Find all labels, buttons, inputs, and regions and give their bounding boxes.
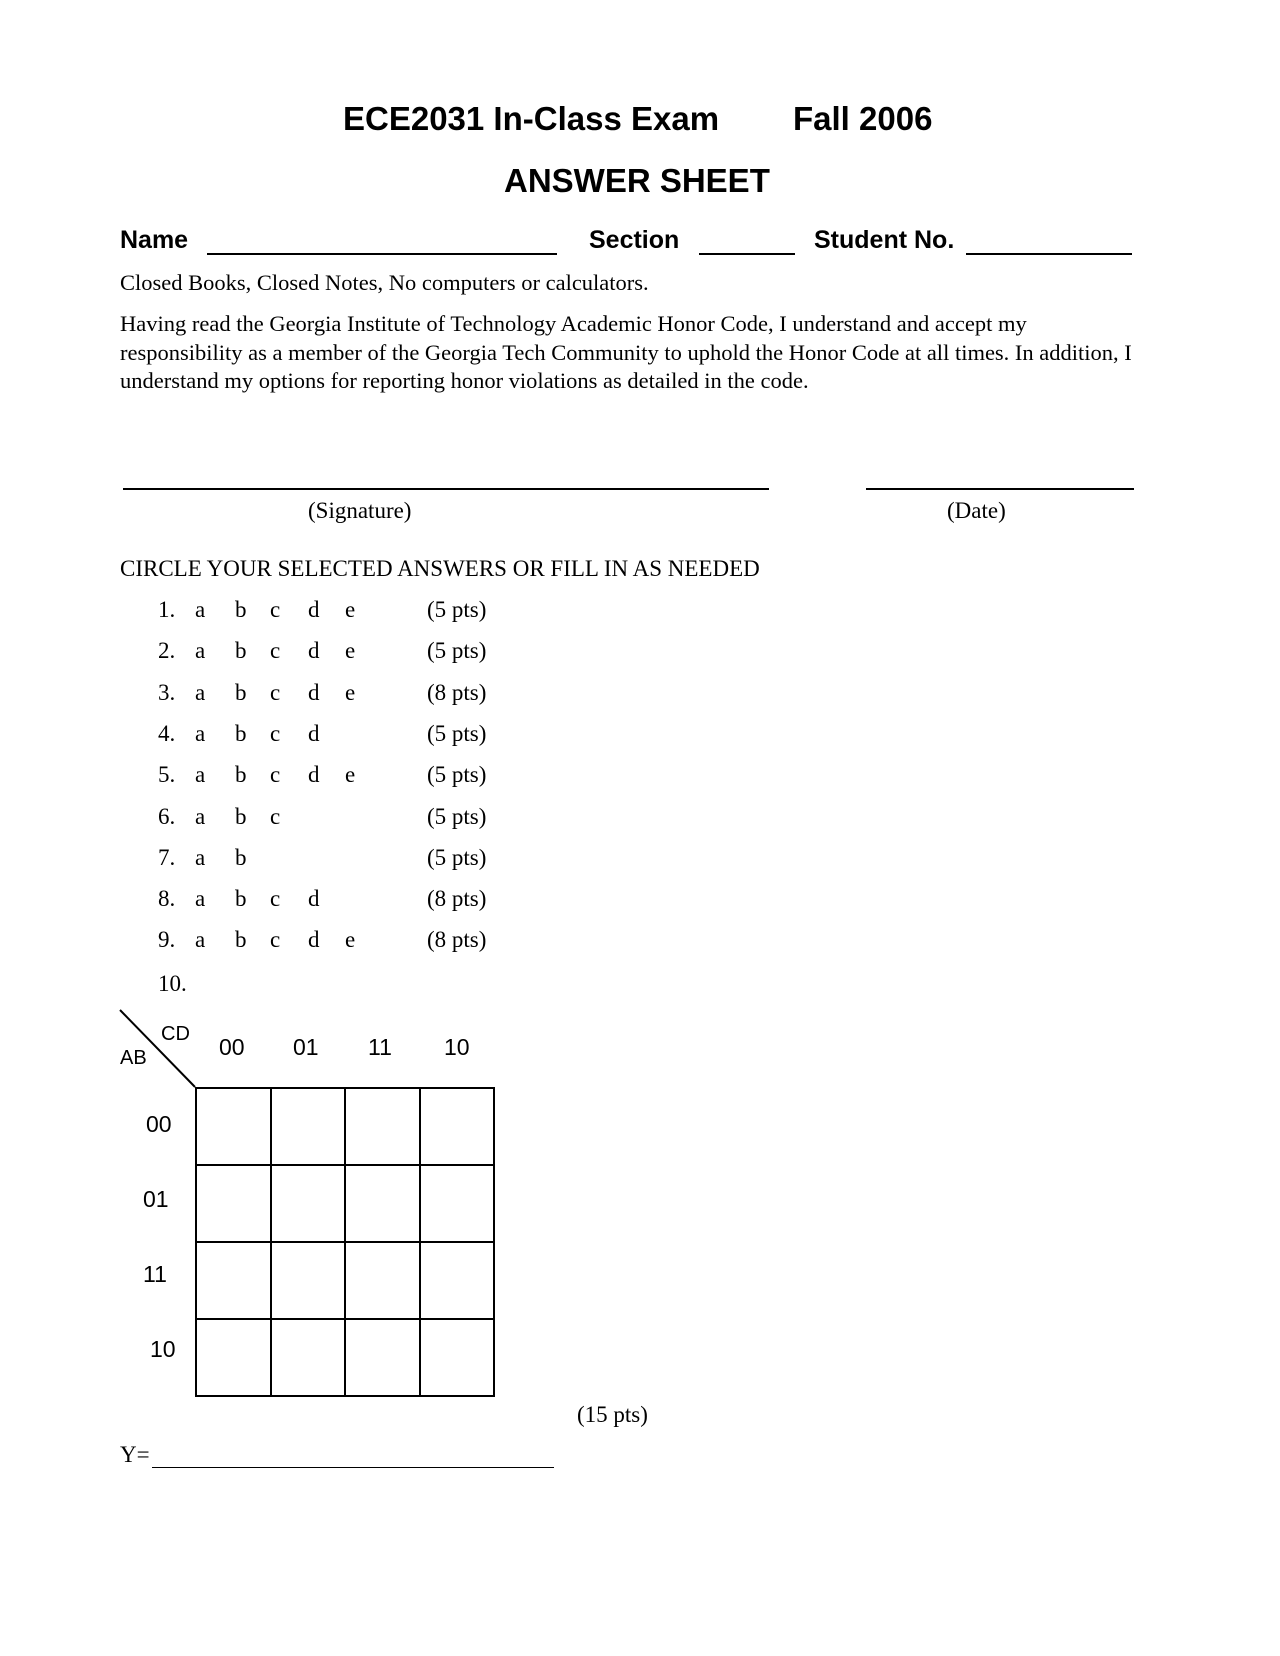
answer-option-a[interactable]: a bbox=[195, 597, 206, 622]
kmap-row-label: 11 bbox=[143, 1261, 167, 1287]
answer-option-d[interactable]: d bbox=[308, 886, 320, 912]
question-number: 10. bbox=[158, 971, 187, 996]
answer-option-a[interactable]: a bbox=[195, 638, 206, 664]
question-points: (5 pts) bbox=[427, 720, 487, 746]
answer-option-a[interactable]: a bbox=[195, 720, 206, 746]
answer-option-d[interactable]: d bbox=[308, 762, 320, 788]
answer-option-b[interactable]: b bbox=[235, 597, 247, 622]
answer-option-e[interactable]: e bbox=[345, 762, 356, 788]
kmap-cell[interactable] bbox=[345, 1319, 420, 1396]
kmap-cell[interactable] bbox=[420, 1242, 495, 1319]
kmap-cell[interactable] bbox=[420, 1319, 495, 1396]
answer-option-e[interactable]: e bbox=[345, 638, 356, 664]
kmap-cell[interactable] bbox=[271, 1165, 346, 1242]
section-label: Section bbox=[589, 226, 680, 254]
honor-code-text: Having read the Georgia Institute of Technology Academic Honor Code, I understand and accept my responsibility as a member of the Georgia Tech Community to uphold the Honor Code at all times. In addition, I understand my options for reporting honor violations as detailed in the code. bbox=[120, 311, 1132, 393]
date-label: (Date) bbox=[947, 498, 1006, 523]
answer-option-b[interactable]: b bbox=[235, 803, 247, 829]
instructions-text: CIRCLE YOUR SELECTED ANSWERS OR FILL IN AS NEEDED bbox=[120, 556, 760, 581]
answer-option-c[interactable]: c bbox=[270, 927, 281, 953]
question-points: (8 pts) bbox=[427, 679, 487, 705]
kmap-cell[interactable] bbox=[196, 1088, 271, 1165]
question-number: 7. bbox=[158, 844, 176, 870]
answer-option-c[interactable]: c bbox=[270, 803, 281, 829]
answer-option-e[interactable]: e bbox=[345, 597, 356, 622]
kmap-cell[interactable] bbox=[196, 1165, 271, 1242]
question-points: (5 pts) bbox=[427, 638, 487, 664]
rules-text: Closed Books, Closed Notes, No computers or calculators. bbox=[120, 270, 649, 295]
answer-option-b[interactable]: b bbox=[235, 927, 247, 953]
question-points: (8 pts) bbox=[427, 886, 487, 912]
exam-title: ECE2031 In-Class Exam bbox=[343, 100, 720, 137]
answer-option-c[interactable]: c bbox=[270, 597, 281, 622]
answer-option-d[interactable]: d bbox=[308, 679, 320, 705]
question-number: 4. bbox=[158, 720, 176, 746]
answer-option-a[interactable]: a bbox=[195, 762, 206, 788]
kmap-row bbox=[196, 1088, 494, 1165]
kmap-col-label: 00 bbox=[219, 1034, 245, 1060]
answer-option-b[interactable]: b bbox=[235, 679, 247, 705]
kmap-cell[interactable] bbox=[345, 1165, 420, 1242]
question-points: (5 pts) bbox=[427, 844, 487, 870]
question-10-points: (15 pts) bbox=[577, 1402, 648, 1427]
answer-option-a[interactable]: a bbox=[195, 679, 206, 705]
kmap-row-var: AB bbox=[120, 1047, 147, 1069]
question-number: 3. bbox=[158, 679, 176, 705]
kmap-row bbox=[196, 1319, 494, 1396]
question-number: 5. bbox=[158, 762, 176, 788]
answer-option-a[interactable]: a bbox=[195, 927, 206, 953]
kmap-row bbox=[196, 1165, 494, 1242]
question-points: (5 pts) bbox=[427, 597, 487, 622]
kmap-col-label: 11 bbox=[368, 1034, 392, 1060]
answer-option-b[interactable]: b bbox=[235, 886, 247, 912]
student-no-label: Student No. bbox=[814, 226, 955, 254]
exam-term: Fall 2006 bbox=[793, 100, 933, 137]
question-number: 1. bbox=[158, 597, 176, 622]
answer-label: Y= bbox=[120, 1442, 150, 1467]
kmap-row-label: 01 bbox=[143, 1186, 169, 1212]
answer-option-d[interactable]: d bbox=[308, 720, 320, 746]
answer-line[interactable] bbox=[152, 1467, 554, 1468]
answer-option-d[interactable]: d bbox=[308, 597, 320, 622]
answer-option-a[interactable]: a bbox=[195, 844, 206, 870]
answer-option-c[interactable]: c bbox=[270, 886, 281, 912]
question-number: 9. bbox=[158, 927, 176, 953]
answer-option-a[interactable]: a bbox=[195, 886, 206, 912]
kmap-row-label: 10 bbox=[150, 1336, 176, 1362]
kmap-row bbox=[196, 1242, 494, 1319]
answer-option-b[interactable]: b bbox=[235, 720, 247, 746]
kmap-cell[interactable] bbox=[196, 1319, 271, 1396]
kmap-cell[interactable] bbox=[271, 1088, 346, 1165]
question-number: 6. bbox=[158, 803, 176, 829]
answer-sheet-title: ANSWER SHEET bbox=[504, 162, 770, 199]
answer-option-c[interactable]: c bbox=[270, 679, 281, 705]
answer-option-c[interactable]: c bbox=[270, 762, 281, 788]
kmap-cell[interactable] bbox=[271, 1319, 346, 1396]
kmap-cell[interactable] bbox=[271, 1242, 346, 1319]
answer-option-b[interactable]: b bbox=[235, 762, 247, 788]
answer-option-b[interactable]: b bbox=[235, 638, 247, 664]
kmap-cell[interactable] bbox=[345, 1088, 420, 1165]
kmap-cell[interactable] bbox=[420, 1165, 495, 1242]
signature-label: (Signature) bbox=[308, 498, 412, 523]
answer-option-c[interactable]: c bbox=[270, 638, 281, 664]
kmap-cell[interactable] bbox=[345, 1242, 420, 1319]
name-label: Name bbox=[120, 226, 189, 254]
question-number: 8. bbox=[158, 886, 176, 912]
kmap-cell[interactable] bbox=[196, 1242, 271, 1319]
kmap-grid bbox=[195, 1087, 495, 1397]
question-points: (8 pts) bbox=[427, 927, 487, 953]
answer-option-d[interactable]: d bbox=[308, 927, 320, 953]
answer-option-e[interactable]: e bbox=[345, 927, 356, 953]
kmap-col-label: 01 bbox=[293, 1034, 319, 1060]
answer-option-e[interactable]: e bbox=[345, 679, 356, 705]
answer-option-d[interactable]: d bbox=[308, 638, 320, 664]
kmap-col-var: CD bbox=[161, 1023, 190, 1045]
kmap-col-label: 10 bbox=[444, 1034, 470, 1060]
question-points: (5 pts) bbox=[427, 762, 487, 788]
answer-option-c[interactable]: c bbox=[270, 720, 281, 746]
kmap-cell[interactable] bbox=[420, 1088, 495, 1165]
kmap-row-label: 00 bbox=[146, 1111, 172, 1137]
question-points: (5 pts) bbox=[427, 803, 487, 829]
question-number: 2. bbox=[158, 638, 176, 664]
answer-option-a[interactable]: a bbox=[195, 803, 206, 829]
answer-option-b[interactable]: b bbox=[235, 844, 247, 870]
